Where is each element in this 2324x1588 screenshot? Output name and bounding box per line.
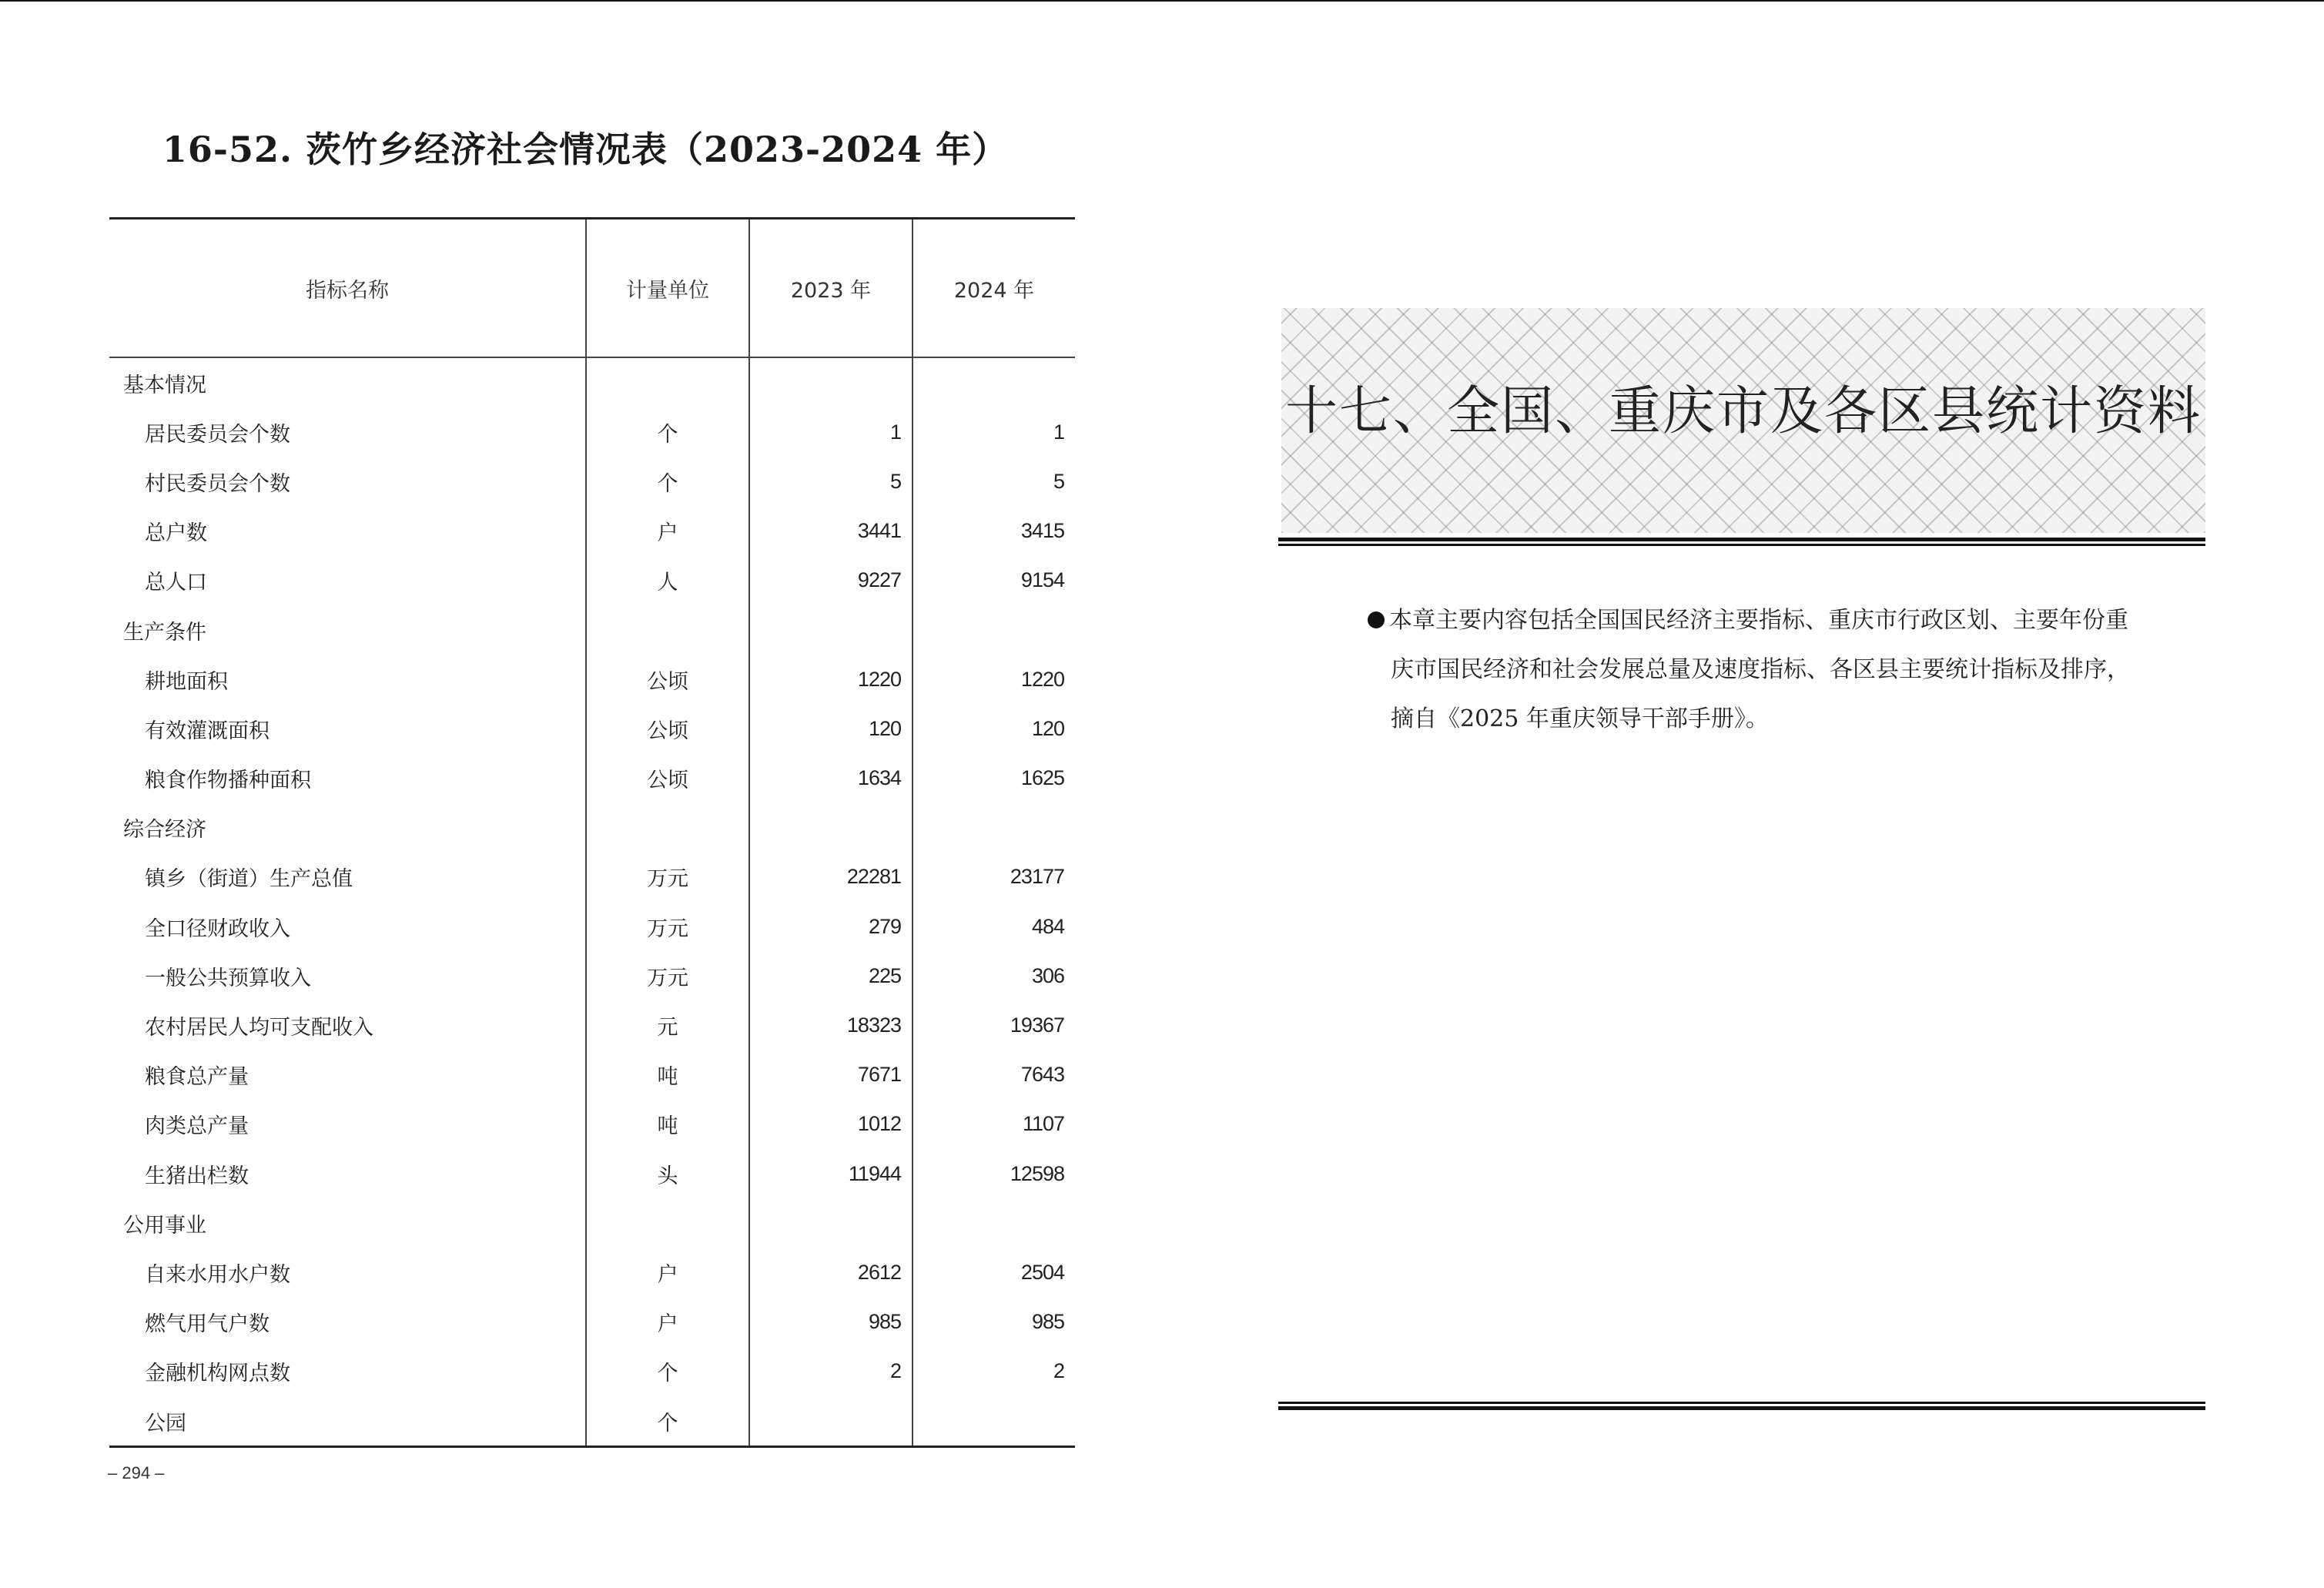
intro-text: 本章主要内容包括全国国民经济主要指标、重庆市行政区划、主要年份重 xyxy=(1389,607,2128,634)
cell-value-2024: 2504 xyxy=(913,1248,1075,1297)
cell-value-2024: 23177 xyxy=(913,853,1075,902)
cell-unit xyxy=(586,605,749,655)
cell-indicator-name: 金融机构网点数 xyxy=(145,1362,290,1386)
cell-value-2024: 120 xyxy=(913,704,1075,753)
cell-value-2024 xyxy=(913,1396,1075,1447)
header-year-2024: 2024 年 xyxy=(913,219,1075,358)
divider-bottom xyxy=(1278,1402,2205,1410)
cell-unit: 人 xyxy=(586,556,749,605)
cell-value-2023: 11944 xyxy=(749,1149,913,1198)
cell-unit: 户 xyxy=(586,1298,749,1347)
cell-value-2024: 1107 xyxy=(913,1100,1075,1149)
cell-value-2023: 120 xyxy=(749,704,913,753)
chapter-intro xyxy=(1368,596,2145,744)
cell-unit xyxy=(586,803,749,853)
cell-value-2023: 1012 xyxy=(749,1100,913,1149)
cell-unit: 吨 xyxy=(586,1100,749,1149)
cell-value-2024: 5 xyxy=(913,457,1075,506)
cell-unit: 元 xyxy=(586,1000,749,1050)
cell-unit: 公顷 xyxy=(586,655,749,704)
cell-indicator-name: 村民委员会个数 xyxy=(145,471,290,496)
cell-value-2023: 1634 xyxy=(749,754,913,803)
cell-value-2024: 2 xyxy=(913,1347,1075,1396)
cell-indicator-name: 镇乡（街道）生产总值 xyxy=(145,867,353,892)
cell-value-2023: 279 xyxy=(749,902,913,951)
table-row xyxy=(109,853,1075,902)
cell-indicator-name: 一般公共预算收入 xyxy=(145,966,311,990)
table-row xyxy=(109,1298,1075,1347)
cell-unit: 个 xyxy=(586,407,749,457)
table-body xyxy=(109,357,1075,1447)
table-row xyxy=(109,407,1075,457)
table-section-row xyxy=(109,357,1075,407)
cell-value-2023: 7671 xyxy=(749,1050,913,1100)
cell-indicator-name: 居民委员会个数 xyxy=(145,422,290,447)
cell-value-2023 xyxy=(749,357,913,407)
table-row xyxy=(109,556,1075,605)
cell-value-2024: 19367 xyxy=(913,1000,1075,1050)
cell-value-2023: 1220 xyxy=(749,655,913,704)
cell-value-2023: 9227 xyxy=(749,556,913,605)
table-section-row xyxy=(109,1198,1075,1248)
cell-unit: 头 xyxy=(586,1149,749,1198)
cell-value-2023: 3441 xyxy=(749,507,913,556)
cell-indicator-name: 公用事业 xyxy=(123,1213,206,1238)
cell-value-2023 xyxy=(749,803,913,853)
page-number: – 294 – xyxy=(108,1463,165,1482)
cell-value-2024 xyxy=(913,803,1075,853)
cell-value-2024: 1 xyxy=(913,407,1075,457)
header-year-2023: 2023 年 xyxy=(749,219,913,358)
cell-indicator-name: 有效灌溉面积 xyxy=(145,719,270,743)
cell-unit: 个 xyxy=(586,1347,749,1396)
cell-indicator-name: 总户数 xyxy=(145,521,207,546)
cell-value-2024: 7643 xyxy=(913,1050,1075,1100)
intro-line: 摘自《2025 年重庆领导干部手册》。 xyxy=(1391,705,1769,732)
cell-value-2024 xyxy=(913,1198,1075,1248)
cell-unit: 公顷 xyxy=(586,754,749,803)
cell-value-2024 xyxy=(913,605,1075,655)
table-row xyxy=(109,902,1075,951)
cell-unit xyxy=(586,1198,749,1248)
intro-line xyxy=(1368,596,2145,645)
table-title: 16-52. 茨竹乡经济社会情况表（2023-2024 年） xyxy=(162,129,1009,170)
cell-value-2023: 1 xyxy=(749,407,913,457)
header-unit: 计量单位 xyxy=(586,219,749,358)
cell-indicator-name: 总人口 xyxy=(145,571,207,595)
cell-indicator-name: 粮食作物播种面积 xyxy=(145,769,311,793)
cell-value-2023: 18323 xyxy=(749,1000,913,1050)
bullet-icon xyxy=(1368,611,1385,628)
statistics-table-container xyxy=(109,217,1064,1448)
cell-value-2023 xyxy=(749,605,913,655)
chapter-title-banner xyxy=(1281,308,2205,533)
table-row xyxy=(109,1050,1075,1100)
cell-unit: 个 xyxy=(586,457,749,506)
cell-indicator-name: 综合经济 xyxy=(123,818,206,843)
table-row xyxy=(109,951,1075,1000)
cell-indicator-name: 全口径财政收入 xyxy=(145,916,290,941)
cell-value-2024: 12598 xyxy=(913,1149,1075,1198)
table-row xyxy=(109,1396,1075,1447)
cell-indicator-name: 公园 xyxy=(109,1396,586,1447)
table-section-row xyxy=(109,803,1075,853)
table-section-row xyxy=(109,605,1075,655)
table-row xyxy=(109,507,1075,556)
cell-value-2024: 1625 xyxy=(913,754,1075,803)
table-row xyxy=(109,457,1075,506)
table-row xyxy=(109,704,1075,753)
header-indicator-name: 指标名称 xyxy=(109,219,586,358)
cell-unit: 万元 xyxy=(586,951,749,1000)
statistics-table xyxy=(109,217,1075,1448)
top-border-line xyxy=(0,0,2324,2)
cell-value-2023: 225 xyxy=(749,951,913,1000)
cell-indicator-name: 农村居民人均可支配收入 xyxy=(145,1016,373,1040)
table-row xyxy=(109,754,1075,803)
cell-unit: 万元 xyxy=(586,853,749,902)
table-row xyxy=(109,1248,1075,1297)
cell-value-2023: 985 xyxy=(749,1298,913,1347)
table-row xyxy=(109,1100,1075,1149)
cell-value-2023: 2 xyxy=(749,1347,913,1396)
cell-unit: 公顷 xyxy=(586,704,749,753)
cell-unit: 户 xyxy=(586,507,749,556)
cell-value-2024: 1220 xyxy=(913,655,1075,704)
cell-indicator-name: 燃气用气户数 xyxy=(145,1312,270,1337)
cell-indicator-name: 耕地面积 xyxy=(145,669,228,694)
cell-value-2023 xyxy=(749,1198,913,1248)
cell-indicator-name: 基本情况 xyxy=(123,373,206,397)
table-row xyxy=(109,1000,1075,1050)
cell-value-2024: 3415 xyxy=(913,507,1075,556)
divider-top xyxy=(1278,538,2205,546)
cell-value-2023: 5 xyxy=(749,457,913,506)
cell-indicator-name: 生猪出栏数 xyxy=(145,1164,249,1188)
cell-value-2023: 22281 xyxy=(749,853,913,902)
table-row xyxy=(109,1347,1075,1396)
chapter-title: 十七、全国、重庆市及各区县统计资料 xyxy=(1284,381,2202,442)
cell-value-2023: 2612 xyxy=(749,1248,913,1297)
cell-unit: 户 xyxy=(586,1248,749,1297)
cell-unit: 万元 xyxy=(586,902,749,951)
cell-value-2024: 985 xyxy=(913,1298,1075,1347)
cell-value-2023 xyxy=(749,1396,913,1447)
table-row xyxy=(109,1149,1075,1198)
cell-indicator-name: 粮食总产量 xyxy=(145,1065,249,1090)
cell-value-2024 xyxy=(913,357,1075,407)
cell-value-2024: 9154 xyxy=(913,556,1075,605)
table-row xyxy=(109,655,1075,704)
cell-indicator-name: 生产条件 xyxy=(123,620,206,645)
cell-indicator-name: 肉类总产量 xyxy=(145,1114,249,1139)
cell-unit xyxy=(586,357,749,407)
cell-indicator-name: 自来水用水户数 xyxy=(145,1262,290,1287)
cell-value-2024: 484 xyxy=(913,902,1075,951)
cell-unit: 吨 xyxy=(586,1050,749,1100)
table-header-row xyxy=(109,219,1075,358)
intro-line: 庆市国民经济和社会发展总量及速度指标、各区县主要统计指标及排序， xyxy=(1391,656,2130,683)
cell-unit: 个 xyxy=(586,1396,749,1447)
cell-value-2024: 306 xyxy=(913,951,1075,1000)
